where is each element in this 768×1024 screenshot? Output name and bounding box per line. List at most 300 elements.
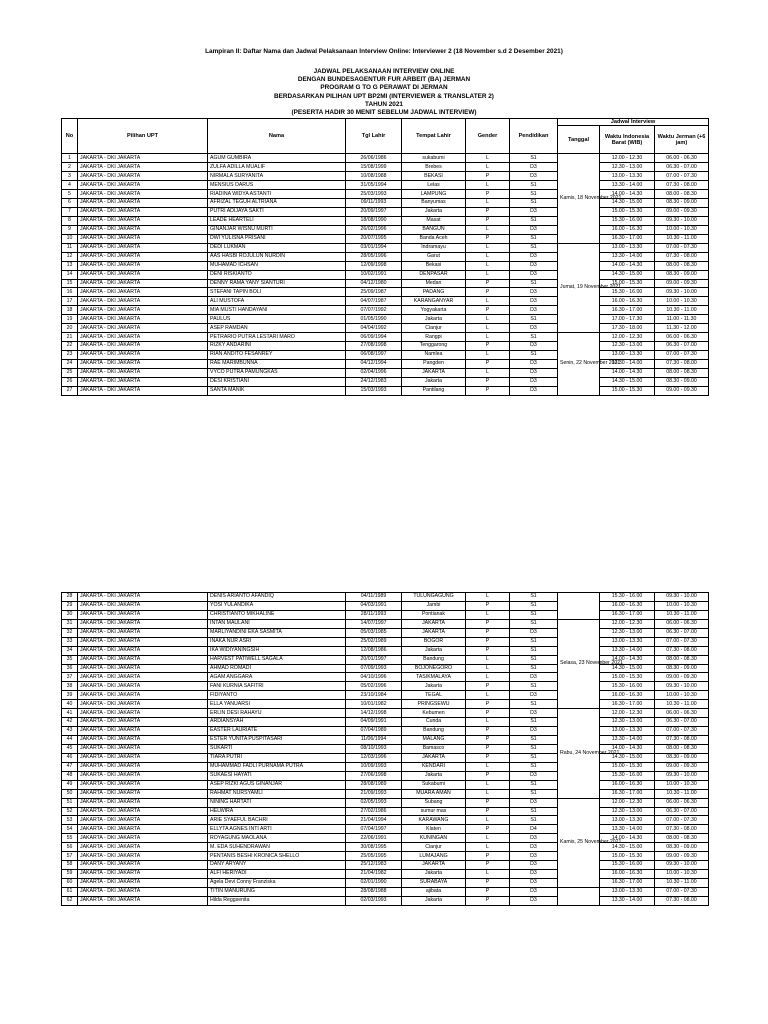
upt-cell: JAKARTA - DKI JAKARTA: [78, 243, 208, 252]
row-number: 2: [62, 163, 78, 172]
germany-time-cell: 10.30 - 11.00: [655, 789, 709, 798]
wib-time-cell: 15.30 - 16.00: [600, 682, 655, 691]
gender-cell: L: [466, 368, 510, 377]
row-number: 12: [62, 252, 78, 261]
header-upt: Pilihan UPT: [78, 119, 208, 154]
education-cell: D3: [510, 861, 558, 870]
upt-cell: JAKARTA - DKI JAKARTA: [78, 208, 208, 217]
birthdate-cell: 14/12/1998: [346, 709, 402, 718]
row-number: 41: [62, 709, 78, 718]
wib-time-cell: 16.00 - 16.30: [600, 297, 655, 306]
wib-time-cell: 16.00 - 16.30: [600, 870, 655, 879]
upt-cell: JAKARTA - DKI JAKARTA: [78, 288, 208, 297]
table-row: [62, 252, 709, 261]
birthplace-cell: SURABAYA: [402, 879, 466, 888]
upt-cell: JAKARTA - DKI JAKARTA: [78, 736, 208, 745]
table-row: [62, 163, 709, 172]
wib-time-cell: 14.00 - 14.30: [600, 368, 655, 377]
birthdate-cell: 27/02/1986: [346, 807, 402, 816]
name-cell: AAS HASBI ROJULUN NURDIN: [208, 252, 346, 261]
birthdate-cell: 11/06/1994: [346, 736, 402, 745]
birthplace-cell: MALANG: [402, 736, 466, 745]
birthdate-cell: 06/08/1997: [346, 351, 402, 360]
table-row: [62, 190, 709, 199]
name-cell: VYCO PUTRA PAMUNGKAS: [208, 368, 346, 377]
wib-time-cell: 16.30 - 17.00: [600, 879, 655, 888]
gender-cell: P: [466, 896, 510, 905]
birthplace-cell: Bamasco: [402, 744, 466, 753]
gender-cell: L: [466, 181, 510, 190]
table-row: [62, 359, 709, 368]
wib-time-cell: 16.00 - 16.30: [600, 601, 655, 610]
birthplace-cell: Pontianak: [402, 610, 466, 619]
germany-time-cell: 07.00 - 07.30: [655, 816, 709, 825]
germany-time-cell: 11.30 - 12.00: [655, 324, 709, 333]
row-number: 36: [62, 664, 78, 673]
upt-cell: JAKARTA - DKI JAKARTA: [78, 359, 208, 368]
gender-cell: L: [466, 199, 510, 208]
row-number: 46: [62, 753, 78, 762]
name-cell: RIAN ANDITO FESANREY: [208, 351, 346, 360]
germany-time-cell: 10.30 - 11.00: [655, 610, 709, 619]
title-line: (PESERTA HADIR 30 MENIT SEBELUM JADWAL INTERVIEW): [291, 109, 477, 117]
upt-cell: JAKARTA - DKI JAKARTA: [78, 252, 208, 261]
birthdate-cell: 14/07/1997: [346, 619, 402, 628]
name-cell: MENSIUS DARUS: [208, 181, 346, 190]
birthdate-cell: 07/07/1992: [346, 306, 402, 315]
name-cell: DANY ARYANY: [208, 861, 346, 870]
upt-cell: JAKARTA - DKI JAKARTA: [78, 843, 208, 852]
gender-cell: L: [466, 816, 510, 825]
birthdate-cell: 03/01/1994: [346, 243, 402, 252]
table-row: [62, 593, 709, 602]
wib-time-cell: 13.00 - 13.30: [600, 637, 655, 646]
education-cell: D3: [510, 252, 558, 261]
birthdate-cell: 05/03/1985: [346, 628, 402, 637]
education-cell: D4: [510, 825, 558, 834]
germany-time-cell: 08.30 - 09.00: [655, 843, 709, 852]
gender-cell: P: [466, 825, 510, 834]
name-cell: LEADE HEARTELI: [208, 216, 346, 225]
birthplace-cell: DENPASAR: [402, 270, 466, 279]
education-cell: S1: [510, 736, 558, 745]
name-cell: DENI RISKIANTO: [208, 270, 346, 279]
germany-time-cell: 06.00 - 06.30: [655, 619, 709, 628]
name-cell: MIA MUSTI HANDAYANI: [208, 306, 346, 315]
birthplace-cell: Medan: [402, 279, 466, 288]
birthdate-cell: 28/05/1996: [346, 252, 402, 261]
education-cell: S1: [510, 718, 558, 727]
name-cell: DESI KRISTIANI: [208, 377, 346, 386]
name-cell: PUTRI ADIJAYA SAKTI: [208, 208, 346, 217]
header-schedule: Jadwal Interview: [558, 119, 709, 126]
birthplace-cell: BOJONEGORO: [402, 664, 466, 673]
table-row: [62, 270, 709, 279]
row-number: 34: [62, 646, 78, 655]
education-cell: S1: [510, 682, 558, 691]
germany-time-cell: 06.00 - 06.30: [655, 333, 709, 342]
row-number: 49: [62, 780, 78, 789]
name-cell: M. EDA SUHENDRAWAN: [208, 843, 346, 852]
row-number: 9: [62, 225, 78, 234]
row-number: 17: [62, 297, 78, 306]
germany-time-cell: 10.00 - 10.30: [655, 691, 709, 700]
birthdate-cell: 25/12/1983: [346, 861, 402, 870]
education-cell: D3: [510, 172, 558, 181]
upt-cell: JAKARTA - DKI JAKARTA: [78, 351, 208, 360]
birthdate-cell: 12/09/1998: [346, 261, 402, 270]
name-cell: DENIS ARIANTO AFANDIQ: [208, 593, 346, 602]
name-cell: NINING HARTATI: [208, 798, 346, 807]
row-number: 24: [62, 359, 78, 368]
gender-cell: P: [466, 619, 510, 628]
name-cell: PENTANIS BESHI KRONICA SHELLO: [208, 852, 346, 861]
name-cell: ROYAGUNG MAOLANA: [208, 834, 346, 843]
interview-date-cell: Selasa, 23 November 2021: [558, 619, 600, 708]
gender-cell: P: [466, 190, 510, 199]
education-cell: S1: [510, 154, 558, 163]
birthplace-cell: Jakarta: [402, 315, 466, 324]
row-number: 50: [62, 789, 78, 798]
table-row: [62, 753, 709, 762]
birthdate-cell: 02/04/1996: [346, 368, 402, 377]
row-number: 58: [62, 861, 78, 870]
germany-time-cell: 07.30 - 08.00: [655, 359, 709, 368]
upt-cell: JAKARTA - DKI JAKARTA: [78, 628, 208, 637]
wib-time-cell: 13.30 - 14.00: [600, 896, 655, 905]
upt-cell: JAKARTA - DKI JAKARTA: [78, 601, 208, 610]
birthplace-cell: KUNINGAN: [402, 834, 466, 843]
gender-cell: L: [466, 261, 510, 270]
wib-time-cell: 15.30 - 16.00: [600, 216, 655, 225]
upt-cell: JAKARTA - DKI JAKARTA: [78, 342, 208, 351]
gender-cell: P: [466, 234, 510, 243]
row-number: 7: [62, 208, 78, 217]
table-row: [62, 843, 709, 852]
table-row: [62, 234, 709, 243]
birthplace-cell: Lelas: [402, 181, 466, 190]
birthdate-cell: 10/02/1991: [346, 270, 402, 279]
birthplace-cell: Banyumas: [402, 199, 466, 208]
germany-time-cell: 06.30 - 07.00: [655, 342, 709, 351]
row-number: 3: [62, 172, 78, 181]
table-row: [62, 181, 709, 190]
header-birthplace: Tempat Lahir: [402, 119, 466, 154]
name-cell: ARIE SYAEFUL BACHRI: [208, 816, 346, 825]
germany-time-cell: 07.00 - 07.30: [655, 637, 709, 646]
birthplace-cell: Brebes: [402, 163, 466, 172]
name-cell: NIRMALA SURYANITA: [208, 172, 346, 181]
table-row: [62, 798, 709, 807]
wib-time-cell: 14.00 - 14.30: [600, 655, 655, 664]
birthplace-cell: Subang: [402, 798, 466, 807]
name-cell: INTAN MAULANI: [208, 619, 346, 628]
upt-cell: JAKARTA - DKI JAKARTA: [78, 727, 208, 736]
upt-cell: JAKARTA - DKI JAKARTA: [78, 664, 208, 673]
birthdate-cell: 04/11/1989: [346, 593, 402, 602]
wib-time-cell: 15.30 - 16.00: [600, 771, 655, 780]
table-row: [62, 691, 709, 700]
birthplace-cell: Jakarta: [402, 208, 466, 217]
schedule-table-1: [61, 118, 709, 396]
row-number: 6: [62, 199, 78, 208]
gender-cell: L: [466, 780, 510, 789]
table-row: [62, 887, 709, 896]
germany-time-cell: 10.00 - 10.30: [655, 225, 709, 234]
germany-time-cell: 06.30 - 07.00: [655, 163, 709, 172]
education-cell: S1: [510, 762, 558, 771]
education-cell: S1: [510, 655, 558, 664]
header-gender: Gender: [466, 119, 510, 154]
row-number: 28: [62, 593, 78, 602]
row-number: 4: [62, 181, 78, 190]
table-row: [62, 154, 709, 163]
education-cell: S1: [510, 601, 558, 610]
upt-cell: JAKARTA - DKI JAKARTA: [78, 852, 208, 861]
table-row: [62, 208, 709, 217]
name-cell: ALFI HERIYADI: [208, 870, 346, 879]
birthdate-cell: 12/08/1986: [346, 646, 402, 655]
header-education: Pendidikan: [510, 119, 558, 154]
table-row: [62, 225, 709, 234]
name-cell: MUHAMAD ICHSAN: [208, 261, 346, 270]
wib-time-cell: 13.00 - 13.30: [600, 351, 655, 360]
birthdate-cell: 20/01/1997: [346, 655, 402, 664]
row-number: 35: [62, 655, 78, 664]
interview-date-cell: [558, 593, 600, 620]
name-cell: CHRISTIANTO MIKHALINE: [208, 610, 346, 619]
gender-cell: P: [466, 753, 510, 762]
germany-time-cell: 08.00 - 08.30: [655, 190, 709, 199]
upt-cell: JAKARTA - DKI JAKARTA: [78, 879, 208, 888]
germany-time-cell: 08.00 - 08.30: [655, 834, 709, 843]
name-cell: ALI MUSTOFA: [208, 297, 346, 306]
germany-time-cell: 09.30 - 10.00: [655, 216, 709, 225]
education-cell: S1: [510, 744, 558, 753]
gender-cell: P: [466, 700, 510, 709]
birthdate-cell: 02/01/1990: [346, 879, 402, 888]
table-row: [62, 744, 709, 753]
gender-cell: L: [466, 297, 510, 306]
germany-time-cell: 07.00 - 07.30: [655, 243, 709, 252]
education-cell: S1: [510, 315, 558, 324]
wib-time-cell: 16.00 - 16.30: [600, 780, 655, 789]
row-number: 54: [62, 825, 78, 834]
wib-time-cell: 15.00 - 15.30: [600, 386, 655, 395]
birthplace-cell: TEGAL: [402, 691, 466, 700]
table-row: [62, 637, 709, 646]
birthplace-cell: Rangpi: [402, 333, 466, 342]
name-cell: FANI KURNIA SAFITRI: [208, 682, 346, 691]
birthdate-cell: 23/10/1984: [346, 691, 402, 700]
upt-cell: JAKARTA - DKI JAKARTA: [78, 887, 208, 896]
germany-time-cell: 06.30 - 07.00: [655, 718, 709, 727]
wib-time-cell: 14.30 - 15.00: [600, 377, 655, 386]
birthplace-cell: Garut: [402, 252, 466, 261]
row-number: 62: [62, 896, 78, 905]
birthplace-cell: Yogyakarta: [402, 306, 466, 315]
birthdate-cell: 25/03/1993: [346, 190, 402, 199]
upt-cell: JAKARTA - DKI JAKARTA: [78, 619, 208, 628]
gender-cell: P: [466, 682, 510, 691]
education-cell: D3: [510, 887, 558, 896]
germany-time-cell: 07.30 - 08.00: [655, 252, 709, 261]
germany-time-cell: 09.00 - 09.30: [655, 673, 709, 682]
name-cell: PETRARIO PUTRA LESTARI MARO: [208, 333, 346, 342]
birthplace-cell: Kebumen: [402, 709, 466, 718]
gender-cell: P: [466, 736, 510, 745]
gender-cell: P: [466, 208, 510, 217]
wib-time-cell: 16.30 - 17.00: [600, 700, 655, 709]
row-number: 52: [62, 807, 78, 816]
education-cell: D3: [510, 225, 558, 234]
row-number: 23: [62, 351, 78, 360]
gender-cell: L: [466, 225, 510, 234]
birthplace-cell: Pangden: [402, 359, 466, 368]
wib-time-cell: 13.00 - 13.30: [600, 887, 655, 896]
education-cell: D3: [510, 208, 558, 217]
table-row: [62, 601, 709, 610]
birthplace-cell: Jakarta: [402, 646, 466, 655]
birthplace-cell: Jakarta: [402, 870, 466, 879]
name-cell: HELWIRA: [208, 807, 346, 816]
education-cell: D3: [510, 709, 558, 718]
gender-cell: P: [466, 709, 510, 718]
birthplace-cell: Jakarta: [402, 896, 466, 905]
education-cell: S1: [510, 816, 558, 825]
birthplace-cell: Namlea: [402, 351, 466, 360]
name-cell: RIZKY ANDARINI: [208, 342, 346, 351]
birthdate-cell: 20/09/1997: [346, 208, 402, 217]
name-cell: PAULUS: [208, 315, 346, 324]
table-row: [62, 700, 709, 709]
name-cell: STEFANI TAPIN BOLI: [208, 288, 346, 297]
row-number: 47: [62, 762, 78, 771]
upt-cell: JAKARTA - DKI JAKARTA: [78, 816, 208, 825]
wib-time-cell: 13.30 - 14.00: [600, 825, 655, 834]
birthplace-cell: Indramayu: [402, 243, 466, 252]
germany-time-cell: 10.30 - 11.00: [655, 879, 709, 888]
birthdate-cell: 26/02/1996: [346, 225, 402, 234]
gender-cell: P: [466, 279, 510, 288]
education-cell: D3: [510, 306, 558, 315]
gender-cell: P: [466, 359, 510, 368]
table-row: [62, 879, 709, 888]
education-cell: S1: [510, 234, 558, 243]
wib-time-cell: 17.00 - 17.30: [600, 315, 655, 324]
table-row: [62, 771, 709, 780]
gender-cell: L: [466, 870, 510, 879]
name-cell: AGAM ANGGARA: [208, 673, 346, 682]
name-cell: RIADINA WIDYA ASTANTI: [208, 190, 346, 199]
education-cell: D3: [510, 834, 558, 843]
name-cell: ASEP RAMDAN: [208, 324, 346, 333]
gender-cell: L: [466, 834, 510, 843]
name-cell: RAHMAT NURSYAMLI: [208, 789, 346, 798]
birthplace-cell: LUMAJANG: [402, 852, 466, 861]
upt-cell: JAKARTA - DKI JAKARTA: [78, 646, 208, 655]
interview-date-cell: Rabu, 24 November 2021: [558, 709, 600, 798]
education-cell: D3: [510, 843, 558, 852]
birthdate-cell: 02/03/1993: [346, 896, 402, 905]
germany-time-cell: 07.00 - 07.30: [655, 351, 709, 360]
wib-time-cell: 14.00 - 14.30: [600, 834, 655, 843]
upt-cell: JAKARTA - DKI JAKARTA: [78, 807, 208, 816]
table-row: [62, 727, 709, 736]
birthdate-cell: 08/10/1993: [346, 744, 402, 753]
schedule-title-block: [0, 68, 768, 117]
header-wib: Waktu Indonesia Barat (WIB): [600, 126, 655, 154]
birthdate-cell: 30/08/1995: [346, 843, 402, 852]
wib-time-cell: 13.30 - 14.00: [600, 359, 655, 368]
row-number: 40: [62, 700, 78, 709]
gender-cell: P: [466, 172, 510, 181]
gender-cell: L: [466, 789, 510, 798]
table-row: [62, 709, 709, 718]
education-cell: S1: [510, 700, 558, 709]
row-number: 57: [62, 852, 78, 861]
germany-time-cell: 07.30 - 08.00: [655, 181, 709, 190]
wib-time-cell: 15.30 - 16.00: [600, 861, 655, 870]
germany-time-cell: 10.00 - 10.30: [655, 780, 709, 789]
birthplace-cell: Banda Aceh: [402, 234, 466, 243]
germany-time-cell: 09.00 - 09.30: [655, 852, 709, 861]
upt-cell: JAKARTA - DKI JAKARTA: [78, 306, 208, 315]
row-number: 43: [62, 727, 78, 736]
name-cell: Agela Devi Conny Franziska: [208, 879, 346, 888]
row-number: 19: [62, 315, 78, 324]
birthdate-cell: 05/02/1996: [346, 682, 402, 691]
row-number: 44: [62, 736, 78, 745]
gender-cell: P: [466, 342, 510, 351]
birthdate-cell: 01/05/1990: [346, 315, 402, 324]
name-cell: AHMAD ROMADI: [208, 664, 346, 673]
table-row: [62, 216, 709, 225]
name-cell: ESTER YUNITA PUSPITASARI: [208, 736, 346, 745]
row-number: 13: [62, 261, 78, 270]
birthdate-cell: 10/08/1988: [346, 172, 402, 181]
education-cell: D3: [510, 852, 558, 861]
germany-time-cell: 07.30 - 08.00: [655, 896, 709, 905]
header-birthdate: Tgl Lahir: [346, 119, 402, 154]
table-row: [62, 825, 709, 834]
birthdate-cell: 18/08/1990: [346, 216, 402, 225]
education-cell: D3: [510, 771, 558, 780]
table-row: [62, 279, 709, 288]
birthplace-cell: Bandung: [402, 727, 466, 736]
germany-time-cell: 10.30 - 11.00: [655, 700, 709, 709]
upt-cell: JAKARTA - DKI JAKARTA: [78, 377, 208, 386]
germany-time-cell: 09.00 - 09.30: [655, 279, 709, 288]
wib-time-cell: 14.00 - 14.30: [600, 261, 655, 270]
wib-time-cell: 14.30 - 15.00: [600, 843, 655, 852]
wib-time-cell: 14.30 - 15.00: [600, 664, 655, 673]
education-cell: S1: [510, 646, 558, 655]
gender-cell: P: [466, 288, 510, 297]
birthdate-cell: 04/04/1992: [346, 324, 402, 333]
germany-time-cell: 08.30 - 09.00: [655, 377, 709, 386]
germany-time-cell: 10.30 - 11.00: [655, 234, 709, 243]
table-row: [62, 619, 709, 628]
upt-cell: JAKARTA - DKI JAKARTA: [78, 270, 208, 279]
row-number: 59: [62, 870, 78, 879]
row-number: 20: [62, 324, 78, 333]
education-cell: D3: [510, 342, 558, 351]
education-cell: D3: [510, 879, 558, 888]
name-cell: AFRIZAL TEGUH ALTRIANA: [208, 199, 346, 208]
birthdate-cell: 15/03/1993: [346, 386, 402, 395]
upt-cell: JAKARTA - DKI JAKARTA: [78, 315, 208, 324]
